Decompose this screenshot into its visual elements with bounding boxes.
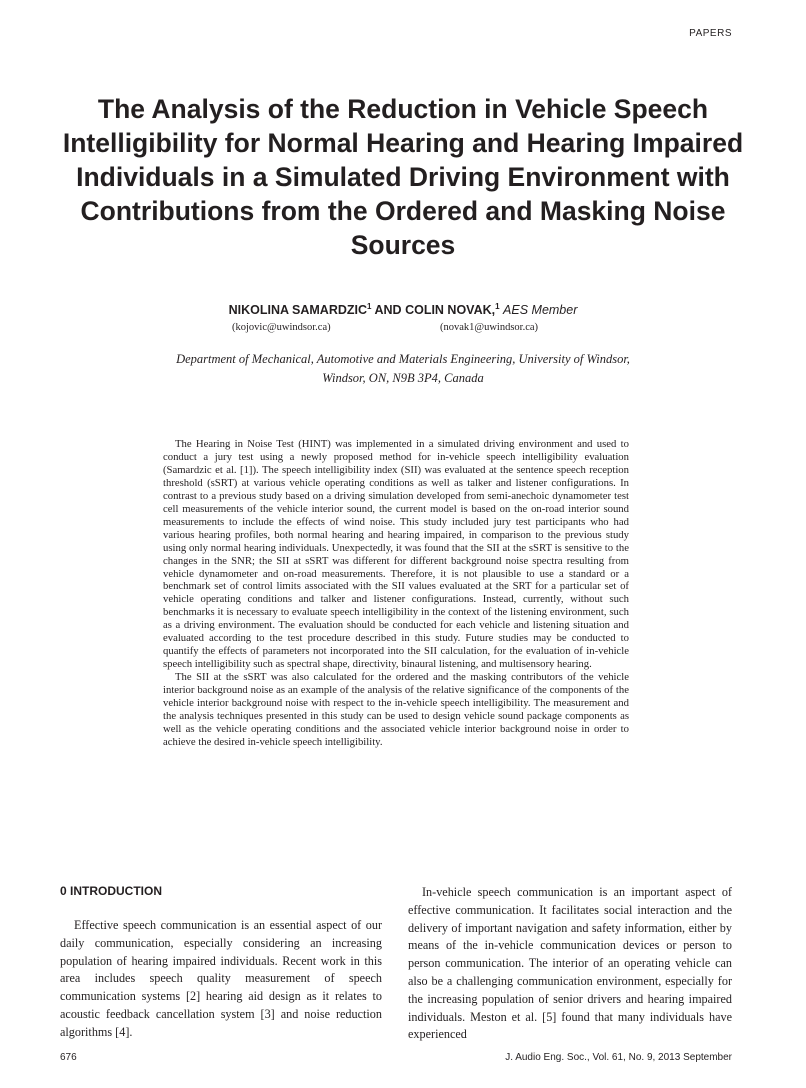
abstract: [163, 438, 629, 749]
author-1-email: (kojovic@uwindsor.ca): [232, 322, 331, 333]
author-2-email: (novak1@uwindsor.ca): [440, 322, 539, 333]
author-2-name: COLIN NOVAK,: [405, 303, 496, 318]
intro-paragraph-1: Effective speech communication is an essential aspect of our daily communication, especially considering an increasing population of hearing impaired individuals. Recent work in this area includes speech quality measurement of speech communication systems [2] hearing aid design as it relates to acoustic feedback cancellation system [3] and noise reduction algorithms [4].: [60, 918, 382, 1039]
affiliation: [60, 350, 746, 388]
author-1-affiliation-mark: 1: [367, 302, 372, 311]
journal-reference: J. Audio Eng. Soc., Vol. 61, No. 9, 2013 September: [505, 1052, 732, 1063]
body-column-left: [60, 917, 382, 1042]
aes-membership: AES Member: [503, 303, 578, 318]
affiliation-line-1: Department of Mechanical, Automotive and Materials Engineering, University of Windsor,: [176, 352, 630, 366]
author-2-affiliation-mark: 1: [495, 302, 500, 311]
paper-title: The Analysis of the Reduction in Vehicle Speech Intelligibility for Normal Hearing and Hearing Impaired Individuals in a Simulated Driving Environment with Contributions from the Ordered and Masking Noise Sources: [62, 94, 744, 260]
author-line: [0, 302, 806, 317]
author-connector: AND: [371, 303, 406, 318]
affiliation-line-2: Windsor, ON, N9B 3P4, Canada: [322, 371, 484, 385]
section-heading-introduction: 0 INTRODUCTION: [60, 884, 162, 898]
body-column-right: [408, 884, 732, 1044]
author-1-name: NIKOLINA SAMARDZIC: [228, 303, 368, 318]
running-head: PAPERS: [689, 28, 732, 39]
intro-paragraph-2: In-vehicle speech communication is an important aspect of effective communication. It facilitates social interaction and the delivery of important navigation and safety information, either by means of the in-vehicle communication devices or person to person communication. The interior of an operating vehicle can also be a challenging communication environment, especially for the increasing population of senior drivers and hearing impaired individuals. Meston et al. [5] found that many individuals have experienced: [408, 885, 732, 1042]
abstract-paragraph-1: The Hearing in Noise Test (HINT) was implemented in a simulated driving environment and used to conduct a jury test using a newly proposed method for in-vehicle speech intelligibility evaluation (Samardzic et al. [1]). The speech intelligibility index (SII) was evaluated at the sentence speech reception threshold (sSRT) at various vehicle operating conditions as well as talker and listener configurations. In contrast to a previous study based on a driving simulation developed from semi-anechoic dynamometer test cell measurements of the vehicle interior sound, the current model is based on the on-road interior sound measurements to include the effects of wind noise. This study included jury test participants who had various hearing profiles, both normal hearing and hearing impaired, in comparison to the previous study using only normal hearing individuals. Unexpectedly, it was found that the SII at the sSRT is sensitive to the changes in the SNR; the SII at sSRT was different for different background noise spectra resulting from vehicle dynamometer and on-road measurements. Therefore, it is not plausible to use a standard or a benchmark set of control limits associated with the SII values evaluated at the SRT for a particular set of vehicle operating conditions and talker and listener configurations. Instead, currently, without such benchmarks it is necessary to evaluate speech intelligibility in the context of the listening environment, such as a driving environment. The evaluation should be conducted for each vehicle and listening situation and evaluated according to the test procedure described in this study. Future studies may be conducted to quantify the effects of parameters not incorporated into the SII calculation, for the evaluation of in-vehicle speech intelligibility such as spectral shape, directivity, binaural listening, and multisensory hearing.: [163, 438, 629, 671]
abstract-paragraph-2: The SII at the sSRT was also calculated for the ordered and the masking contributors of the vehicle interior background noise as an example of the analysis of the relative significance of the components of the vehicle interior background noise with respect to the in-vehicle speech intelligibility. The measurement and the analysis techniques presented in this study can be used to design vehicle sound package components as well as the vehicle operating conditions and the associated vehicle interior background noise in order to achieve the desired in-vehicle speech intelligibility.: [163, 671, 629, 748]
page-number: 676: [60, 1052, 77, 1063]
